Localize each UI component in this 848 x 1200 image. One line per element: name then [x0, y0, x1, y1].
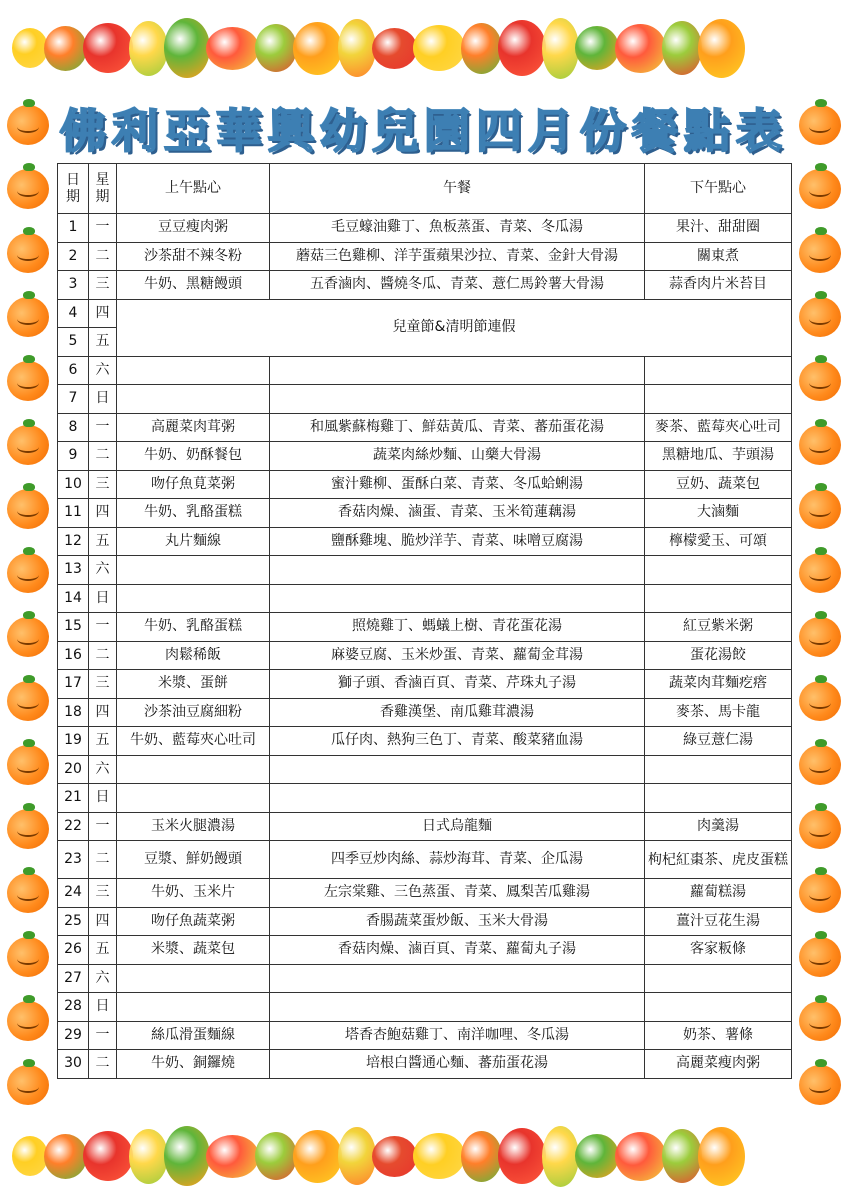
- fruit-character-icon: [662, 21, 702, 75]
- cell-weekday: 一: [89, 812, 117, 841]
- cell-day: 12: [58, 527, 89, 556]
- cell-weekday: 六: [89, 964, 117, 993]
- fruit-character-icon: [498, 20, 546, 76]
- orange-icon: [799, 553, 841, 593]
- table-row: [58, 299, 792, 328]
- cell-afternoon-snack: 果汁、甜甜圈: [645, 214, 792, 243]
- cell-day: 20: [58, 755, 89, 784]
- table-row: [58, 271, 792, 300]
- header-lunch: 午餐: [270, 164, 645, 214]
- menu-body: [58, 214, 792, 1079]
- cell-day: 24: [58, 879, 89, 908]
- cell-lunch: [270, 385, 645, 414]
- cell-day: 9: [58, 442, 89, 471]
- orange-icon: [7, 937, 49, 977]
- cell-lunch: 香菇肉燥、滷蛋、青菜、玉米筍蓮藕湯: [270, 499, 645, 528]
- cell-afternoon-snack: 關東煮: [645, 242, 792, 271]
- orange-icon: [7, 297, 49, 337]
- cell-day: 1: [58, 214, 89, 243]
- cell-lunch: 香腸蔬菜蛋炒飯、玉米大骨湯: [270, 907, 645, 936]
- cell-weekday: 六: [89, 755, 117, 784]
- fruit-character-icon: [461, 23, 502, 74]
- orange-icon: [7, 745, 49, 785]
- cell-morning-snack: 牛奶、藍莓夾心吐司: [117, 727, 270, 756]
- table-row: [58, 936, 792, 965]
- fruit-character-icon: [206, 1135, 259, 1178]
- fruit-character-icon: [255, 1132, 297, 1180]
- table-row: [58, 442, 792, 471]
- fruit-character-icon: [698, 19, 745, 78]
- fruit-character-icon: [338, 19, 376, 77]
- table-row: [58, 470, 792, 499]
- cell-lunch: 日式烏龍麵: [270, 812, 645, 841]
- fruit-character-icon: [542, 18, 579, 79]
- table-row: [58, 698, 792, 727]
- page-title: 佛利亞華興幼兒園四月份餐點表: [60, 104, 788, 158]
- table-header-row: [58, 164, 792, 214]
- cell-weekday: 五: [89, 936, 117, 965]
- cell-lunch: [270, 356, 645, 385]
- fruit-character-icon: [338, 1127, 376, 1185]
- cell-day: 28: [58, 993, 89, 1022]
- orange-icon: [799, 361, 841, 401]
- cell-morning-snack: 肉鬆稀飯: [117, 641, 270, 670]
- cell-afternoon-snack: 麥茶、藍莓夾心吐司: [645, 413, 792, 442]
- table-row: [58, 841, 792, 879]
- orange-icon: [7, 1065, 49, 1105]
- table-row: [58, 1021, 792, 1050]
- holiday-cell: 兒童節&清明節連假: [117, 299, 792, 356]
- orange-icon: [799, 425, 841, 465]
- table-row: [58, 641, 792, 670]
- cell-morning-snack: 玉米火腿濃湯: [117, 812, 270, 841]
- cell-weekday: 四: [89, 299, 117, 328]
- cell-weekday: 二: [89, 841, 117, 879]
- fruit-character-icon: [206, 27, 259, 70]
- cell-weekday: 一: [89, 413, 117, 442]
- fruit-character-icon: [293, 22, 342, 75]
- cell-weekday: 二: [89, 641, 117, 670]
- orange-icon: [799, 169, 841, 209]
- fruit-character-icon: [575, 1134, 619, 1178]
- cell-weekday: 四: [89, 907, 117, 936]
- cell-afternoon-snack: [645, 356, 792, 385]
- cell-weekday: 三: [89, 470, 117, 499]
- cell-lunch: 毛豆蠔油雞丁、魚板蒸蛋、青菜、冬瓜湯: [270, 214, 645, 243]
- cell-morning-snack: 米漿、蔬菜包: [117, 936, 270, 965]
- cell-morning-snack: 牛奶、銅鑼燒: [117, 1050, 270, 1079]
- cell-day: 18: [58, 698, 89, 727]
- cell-weekday: 四: [89, 499, 117, 528]
- cell-afternoon-snack: [645, 784, 792, 813]
- table-row: [58, 356, 792, 385]
- table-row: [58, 527, 792, 556]
- header-day: 日 期: [58, 164, 89, 214]
- table-row: [58, 242, 792, 271]
- cell-weekday: 四: [89, 698, 117, 727]
- fruit-character-icon: [255, 24, 297, 72]
- cell-lunch: 蘑菇三色雞柳、洋芋蛋蘋果沙拉、青菜、金針大骨湯: [270, 242, 645, 271]
- cell-morning-snack: [117, 964, 270, 993]
- orange-icon: [7, 553, 49, 593]
- cell-day: 30: [58, 1050, 89, 1079]
- cell-lunch: 蔬菜肉絲炒麵、山藥大骨湯: [270, 442, 645, 471]
- orange-icon: [799, 681, 841, 721]
- table-row: [58, 1050, 792, 1079]
- cell-afternoon-snack: 蔬菜肉茸麵疙瘩: [645, 670, 792, 699]
- cell-lunch: 鹽酥雞塊、脆炒洋芋、青菜、味噌豆腐湯: [270, 527, 645, 556]
- cell-afternoon-snack: 豆奶、蔬菜包: [645, 470, 792, 499]
- cell-morning-snack: [117, 556, 270, 585]
- fruit-character-icon: [372, 1136, 417, 1177]
- orange-icon: [799, 489, 841, 529]
- cell-day: 3: [58, 271, 89, 300]
- orange-icon: [799, 1065, 841, 1105]
- cell-morning-snack: 牛奶、黑糖饅頭: [117, 271, 270, 300]
- table-row: [58, 907, 792, 936]
- orange-icon: [7, 233, 49, 273]
- orange-icon: [799, 937, 841, 977]
- fruit-character-icon: [129, 1129, 168, 1184]
- orange-icon: [7, 873, 49, 913]
- table-row: [58, 413, 792, 442]
- fruit-character-icon: [575, 26, 619, 70]
- cell-afternoon-snack: [645, 755, 792, 784]
- cell-lunch: 培根白醬通心麵、蕃茄蛋花湯: [270, 1050, 645, 1079]
- orange-icon: [7, 425, 49, 465]
- cell-afternoon-snack: 蛋花湯餃: [645, 641, 792, 670]
- table-row: [58, 214, 792, 243]
- cell-lunch: 麻婆豆腐、玉米炒蛋、青菜、蘿蔔金茸湯: [270, 641, 645, 670]
- orange-icon: [799, 233, 841, 273]
- cell-afternoon-snack: 薑汁豆花生湯: [645, 907, 792, 936]
- fruit-character-icon: [44, 26, 87, 71]
- fruit-character-icon: [413, 25, 465, 71]
- cell-weekday: 日: [89, 993, 117, 1022]
- table-row: [58, 385, 792, 414]
- orange-icon: [7, 169, 49, 209]
- fruit-character-icon: [164, 18, 210, 78]
- cell-weekday: 五: [89, 328, 117, 357]
- header-afternoon-snack: 下午點心: [645, 164, 792, 214]
- cell-day: 21: [58, 784, 89, 813]
- orange-border-right: [796, 95, 846, 1110]
- cell-day: 11: [58, 499, 89, 528]
- cell-afternoon-snack: 蒜香肉片米苔目: [645, 271, 792, 300]
- orange-icon: [799, 617, 841, 657]
- table-row: [58, 499, 792, 528]
- cell-morning-snack: [117, 584, 270, 613]
- cell-afternoon-snack: [645, 556, 792, 585]
- fruit-character-icon: [498, 1128, 546, 1184]
- fruit-character-icon: [461, 1131, 502, 1182]
- cell-morning-snack: 牛奶、玉米片: [117, 879, 270, 908]
- fruit-character-icon: [12, 28, 48, 68]
- table-row: [58, 879, 792, 908]
- cell-morning-snack: [117, 755, 270, 784]
- cell-weekday: 三: [89, 670, 117, 699]
- table-row: [58, 727, 792, 756]
- cell-weekday: 日: [89, 784, 117, 813]
- cell-afternoon-snack: 肉羹湯: [645, 812, 792, 841]
- cell-afternoon-snack: [645, 964, 792, 993]
- cell-weekday: 二: [89, 242, 117, 271]
- orange-icon: [7, 361, 49, 401]
- table-row: [58, 755, 792, 784]
- cell-lunch: 香菇肉燥、滷百頁、青菜、蘿蔔丸子湯: [270, 936, 645, 965]
- cell-day: 16: [58, 641, 89, 670]
- cell-morning-snack: 豆豆瘦肉粥: [117, 214, 270, 243]
- cell-day: 5: [58, 328, 89, 357]
- orange-icon: [7, 809, 49, 849]
- cell-lunch: 塔香杏鮑菇雞丁、南洋咖哩、冬瓜湯: [270, 1021, 645, 1050]
- cell-afternoon-snack: [645, 584, 792, 613]
- cell-day: 26: [58, 936, 89, 965]
- cell-lunch: [270, 993, 645, 1022]
- orange-icon: [7, 1001, 49, 1041]
- cell-lunch: 蜜汁雞柳、蛋酥白菜、青菜、冬瓜蛤蜊湯: [270, 470, 645, 499]
- fruit-character-icon: [615, 1132, 666, 1181]
- cell-morning-snack: 牛奶、奶酥餐包: [117, 442, 270, 471]
- orange-icon: [799, 745, 841, 785]
- table-row: [58, 584, 792, 613]
- table-row: [58, 812, 792, 841]
- cell-morning-snack: [117, 993, 270, 1022]
- cell-weekday: 二: [89, 1050, 117, 1079]
- orange-icon: [799, 873, 841, 913]
- cell-afternoon-snack: [645, 385, 792, 414]
- fruit-character-icon: [164, 1126, 210, 1186]
- orange-icon: [799, 809, 841, 849]
- cell-day: 4: [58, 299, 89, 328]
- header-weekday: 星 期: [89, 164, 117, 214]
- cell-weekday: 五: [89, 527, 117, 556]
- orange-icon: [799, 297, 841, 337]
- cell-weekday: 六: [89, 356, 117, 385]
- cell-day: 10: [58, 470, 89, 499]
- cell-afternoon-snack: 黑糖地瓜、芋頭湯: [645, 442, 792, 471]
- cell-afternoon-snack: 客家粄條: [645, 936, 792, 965]
- cell-morning-snack: 牛奶、乳酪蛋糕: [117, 499, 270, 528]
- cell-morning-snack: 米漿、蛋餅: [117, 670, 270, 699]
- cell-morning-snack: 豆漿、鮮奶饅頭: [117, 841, 270, 879]
- cell-afternoon-snack: 檸檬愛玉、可頌: [645, 527, 792, 556]
- cell-weekday: 五: [89, 727, 117, 756]
- cell-day: 19: [58, 727, 89, 756]
- fruit-character-icon: [413, 1133, 465, 1179]
- cell-weekday: 六: [89, 556, 117, 585]
- menu-table: [57, 163, 792, 1079]
- table-row: [58, 964, 792, 993]
- fruit-border-bottom: [0, 1108, 848, 1200]
- cell-weekday: 三: [89, 879, 117, 908]
- cell-lunch: [270, 784, 645, 813]
- cell-day: 15: [58, 613, 89, 642]
- cell-afternoon-snack: 大滷麵: [645, 499, 792, 528]
- cell-afternoon-snack: 枸杞紅棗茶、虎皮蛋糕: [645, 841, 792, 879]
- table-row: [58, 670, 792, 699]
- cell-afternoon-snack: 奶茶、薯條: [645, 1021, 792, 1050]
- cell-morning-snack: 吻仔魚蔬菜粥: [117, 907, 270, 936]
- cell-weekday: 一: [89, 1021, 117, 1050]
- header-morning-snack: 上午點心: [117, 164, 270, 214]
- cell-lunch: 五香滷肉、醬燒冬瓜、青菜、薏仁馬鈴薯大骨湯: [270, 271, 645, 300]
- fruit-character-icon: [372, 28, 417, 69]
- cell-afternoon-snack: 蘿蔔糕湯: [645, 879, 792, 908]
- cell-morning-snack: 丸片麵線: [117, 527, 270, 556]
- cell-day: 2: [58, 242, 89, 271]
- cell-morning-snack: 沙茶甜不辣冬粉: [117, 242, 270, 271]
- cell-lunch: [270, 964, 645, 993]
- cell-weekday: 一: [89, 214, 117, 243]
- page-title-banner: [0, 88, 848, 168]
- orange-icon: [7, 489, 49, 529]
- orange-icon: [7, 681, 49, 721]
- cell-afternoon-snack: 綠豆薏仁湯: [645, 727, 792, 756]
- cell-lunch: 左宗棠雞、三色蒸蛋、青菜、鳳梨苦瓜雞湯: [270, 879, 645, 908]
- table-row: [58, 784, 792, 813]
- cell-day: 23: [58, 841, 89, 879]
- cell-day: 8: [58, 413, 89, 442]
- fruit-character-icon: [12, 1136, 48, 1176]
- cell-afternoon-snack: 紅豆紫米粥: [645, 613, 792, 642]
- orange-icon: [799, 1001, 841, 1041]
- cell-afternoon-snack: 高麗菜瘦肉粥: [645, 1050, 792, 1079]
- cell-day: 22: [58, 812, 89, 841]
- cell-weekday: 三: [89, 271, 117, 300]
- fruit-character-icon: [129, 21, 168, 76]
- cell-lunch: 和風紫蘇梅雞丁、鮮菇黃瓜、青菜、蕃茄蛋花湯: [270, 413, 645, 442]
- cell-day: 27: [58, 964, 89, 993]
- cell-day: 6: [58, 356, 89, 385]
- cell-day: 29: [58, 1021, 89, 1050]
- cell-lunch: 獅子頭、香滷百頁、青菜、芹珠丸子湯: [270, 670, 645, 699]
- cell-weekday: 日: [89, 584, 117, 613]
- cell-day: 14: [58, 584, 89, 613]
- cell-day: 13: [58, 556, 89, 585]
- fruit-character-icon: [44, 1134, 87, 1179]
- fruit-character-icon: [83, 1131, 133, 1181]
- cell-morning-snack: 絲瓜滑蛋麵線: [117, 1021, 270, 1050]
- cell-lunch: 香雞漢堡、南瓜雞茸濃湯: [270, 698, 645, 727]
- cell-afternoon-snack: 麥茶、馬卡龍: [645, 698, 792, 727]
- cell-lunch: 照燒雞丁、螞蟻上樹、青花蛋花湯: [270, 613, 645, 642]
- cell-day: 7: [58, 385, 89, 414]
- cell-lunch: 四季豆炒肉絲、蒜炒海茸、青菜、企瓜湯: [270, 841, 645, 879]
- cell-morning-snack: [117, 784, 270, 813]
- cell-morning-snack: 牛奶、乳酪蛋糕: [117, 613, 270, 642]
- cell-weekday: 日: [89, 385, 117, 414]
- cell-lunch: [270, 584, 645, 613]
- orange-icon: [7, 617, 49, 657]
- fruit-border-top: [0, 0, 848, 92]
- table-row: [58, 993, 792, 1022]
- cell-lunch: [270, 755, 645, 784]
- table-row: [58, 613, 792, 642]
- cell-morning-snack: 高麗菜肉茸粥: [117, 413, 270, 442]
- fruit-character-icon: [615, 24, 666, 73]
- cell-morning-snack: 吻仔魚莧菜粥: [117, 470, 270, 499]
- fruit-character-icon: [662, 1129, 702, 1183]
- cell-weekday: 一: [89, 613, 117, 642]
- cell-morning-snack: [117, 385, 270, 414]
- fruit-character-icon: [698, 1127, 745, 1186]
- cell-lunch: [270, 556, 645, 585]
- cell-weekday: 二: [89, 442, 117, 471]
- cell-morning-snack: [117, 356, 270, 385]
- cell-afternoon-snack: [645, 993, 792, 1022]
- fruit-character-icon: [542, 1126, 579, 1187]
- cell-day: 17: [58, 670, 89, 699]
- cell-morning-snack: 沙茶油豆腐細粉: [117, 698, 270, 727]
- fruit-character-icon: [83, 23, 133, 73]
- cell-lunch: 瓜仔肉、熱狗三色丁、青菜、酸菜豬血湯: [270, 727, 645, 756]
- cell-day: 25: [58, 907, 89, 936]
- fruit-character-icon: [293, 1130, 342, 1183]
- table-row: [58, 556, 792, 585]
- orange-border-left: [4, 95, 54, 1110]
